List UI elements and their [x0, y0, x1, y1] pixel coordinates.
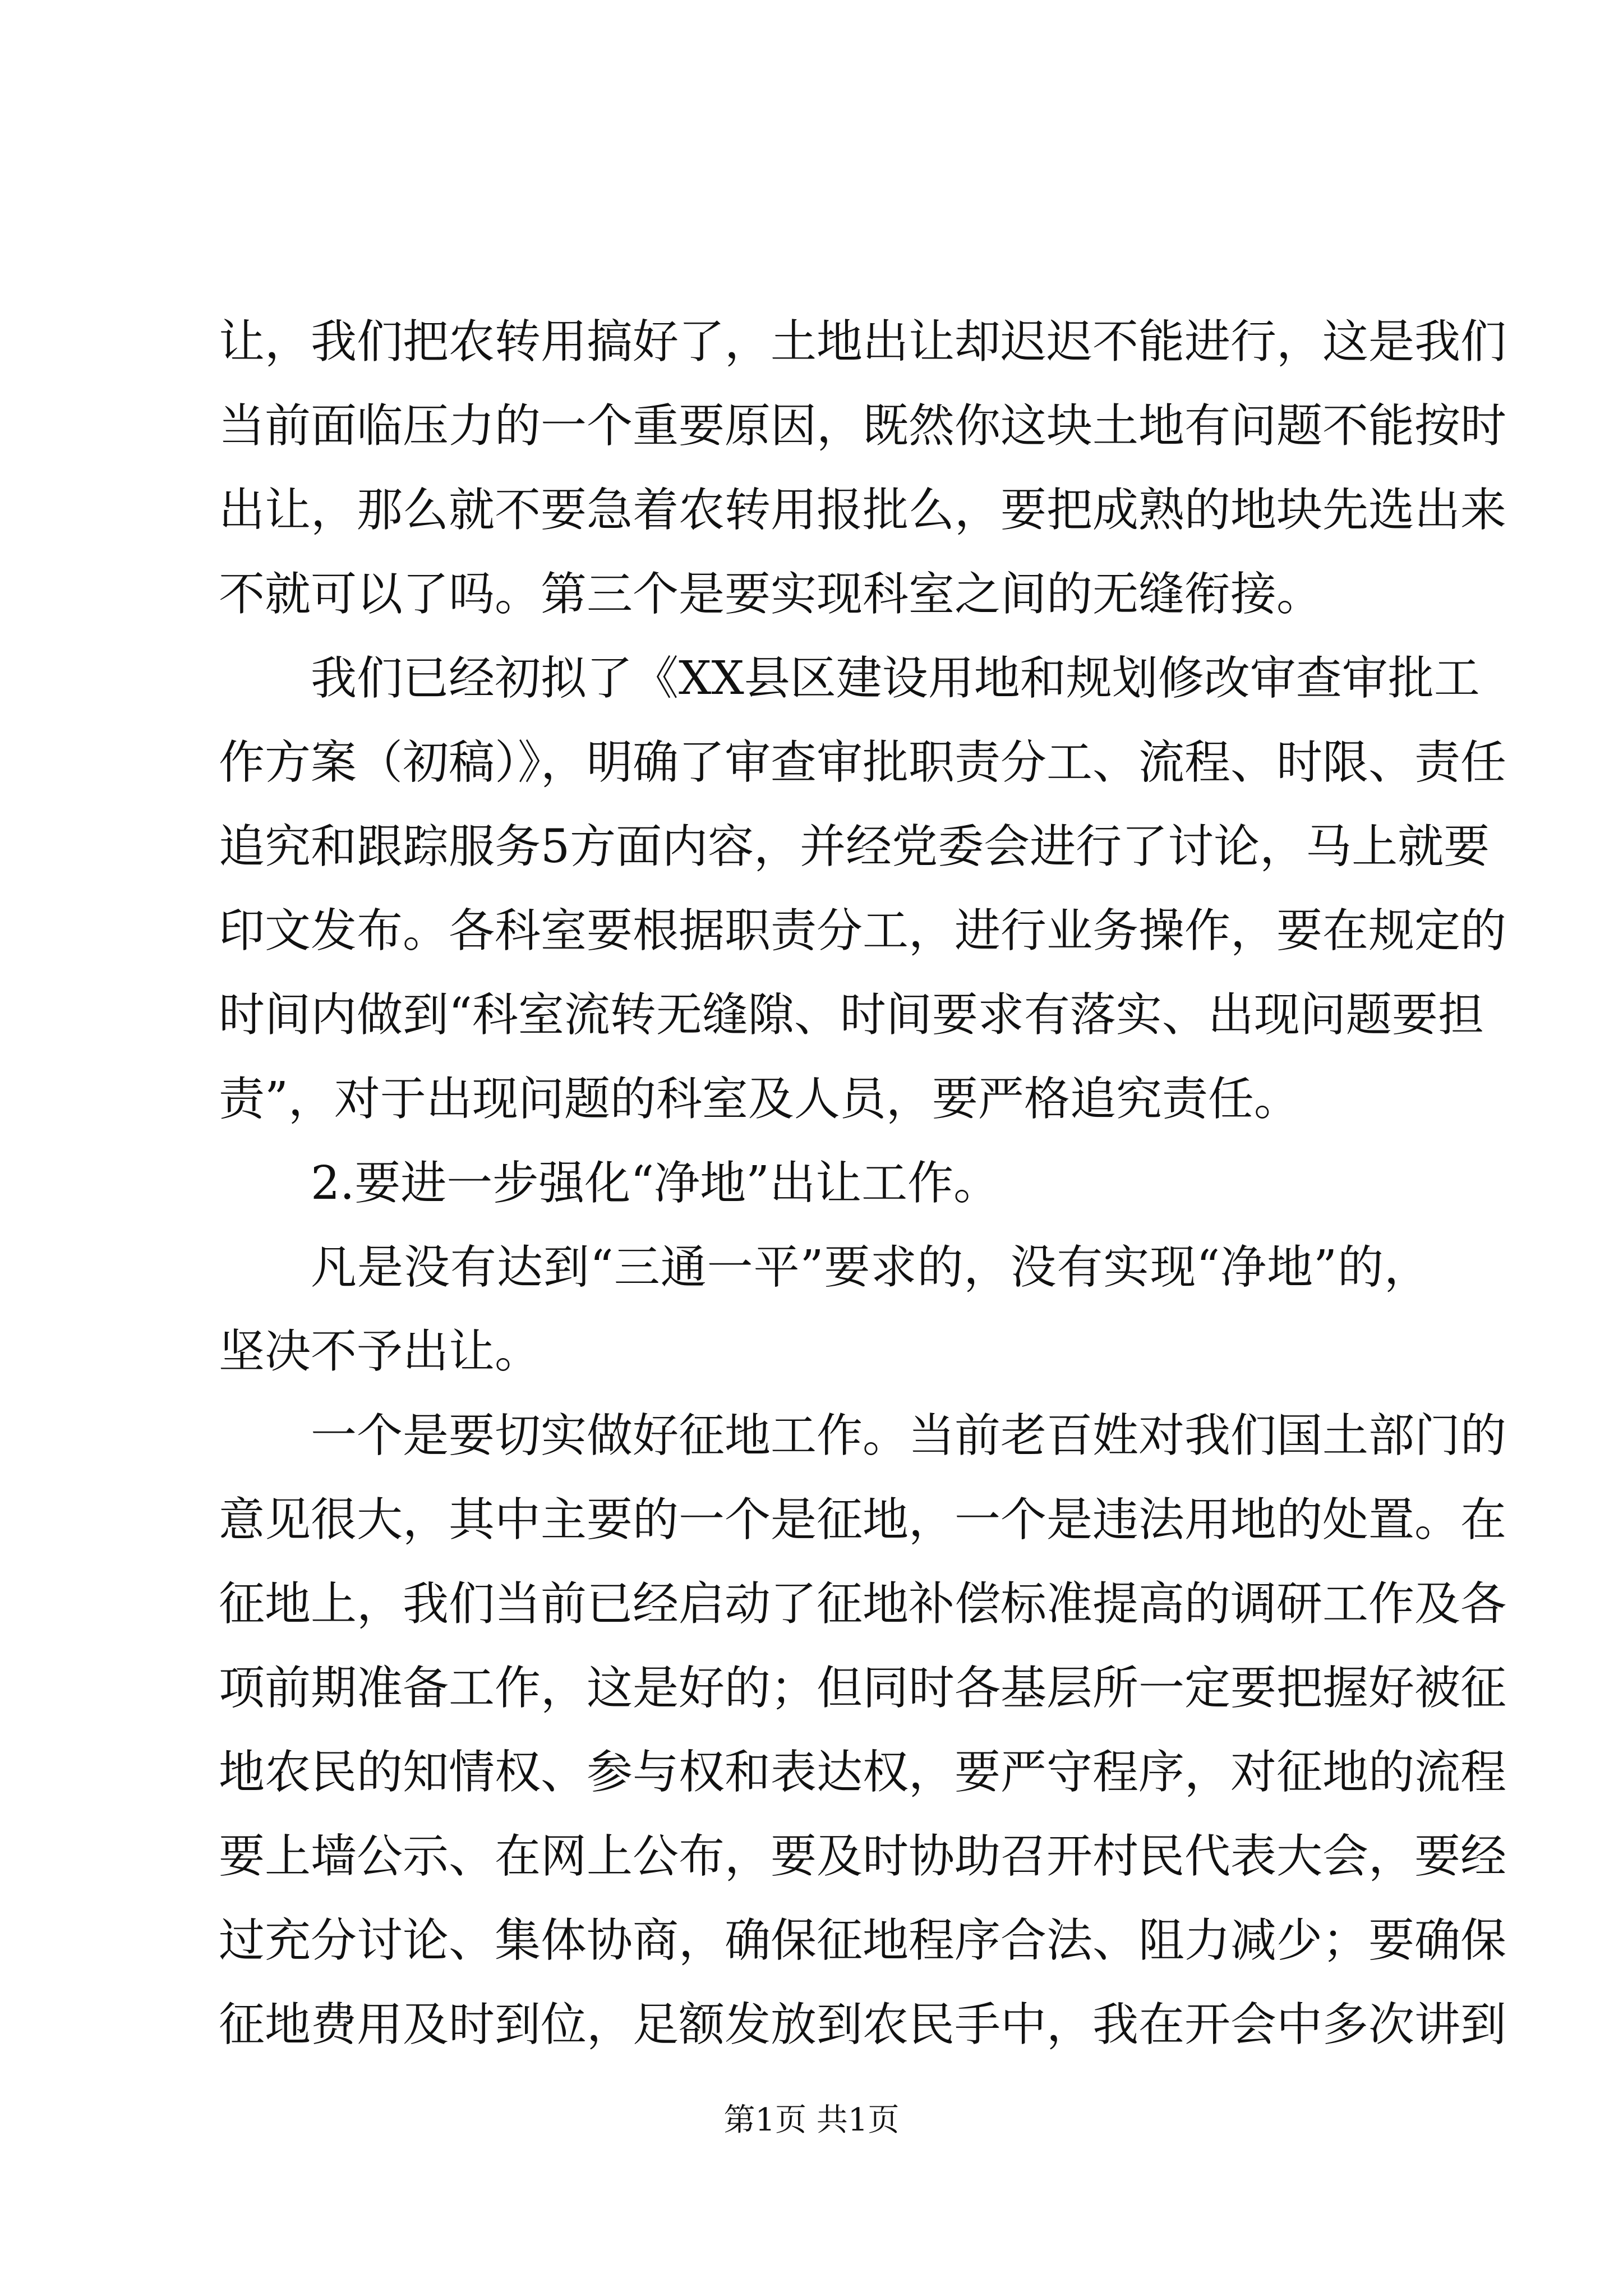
text-line: 凡是没有达到“三通一平”要求的，没有实现“净地”的，: [311, 1241, 1430, 1294]
text-line: 要上墙公示、在网上公布，要及时协助召开村民代表大会，要经: [219, 1830, 1507, 1883]
document-body: [219, 300, 1507, 2067]
text-line: 意见很大，其中主要的一个是征地，一个是违法用地的处置。在: [219, 1493, 1507, 1547]
text-line: 让，我们把农转用搞好了，土地出让却迟迟不能进行，这是我们: [219, 315, 1507, 369]
text-line: 征地上，我们当前已经启动了征地补偿标准提高的调研工作及各: [219, 1577, 1507, 1631]
text-line: 出让，那么就不要急着农转用报批么，要把成熟的地块先选出来: [219, 484, 1507, 537]
text-line: 当前面临压力的一个重要原因，既然你这块土地有问题不能按时: [219, 399, 1507, 453]
text-line: 作方案（初稿）》，明确了审查审批职责分工、流程、时限、责任: [219, 736, 1507, 789]
text-line: 不就可以了吗。第三个是要实现科室之间的无缝衔接。: [219, 568, 1323, 621]
text-line: 2.要进一步强化“净地”出让工作。: [311, 1157, 1000, 1210]
text-line: 我们已经初拟了《XX县区建设用地和规划修改审查审批工: [311, 652, 1480, 705]
text-line: 一个是要切实做好征地工作。当前老百姓对我们国土部门的: [311, 1409, 1507, 1462]
text-line: 征地费用及时到位，足额发放到农民手中，我在开会中多次讲到: [219, 1998, 1507, 2051]
text-line: 过充分讨论、集体协商，确保征地程序合法、阻力减少；要确保: [219, 1914, 1507, 1967]
text-line: 追究和跟踪服务5方面内容，并经党委会进行了讨论，马上就要: [219, 820, 1490, 873]
page-footer: 第1页 共1页: [723, 2102, 900, 2138]
text-line: 地农民的知情权、参与权和表达权，要严守程序，对征地的流程: [219, 1746, 1507, 1799]
text-line: 坚决不予出让。: [219, 1325, 541, 1378]
text-line: 印文发布。各科室要根据职责分工，进行业务操作，要在规定的: [219, 904, 1507, 958]
text-line: 时间内做到“科室流转无缝隙、时间要求有落实、出现问题要担: [219, 988, 1484, 1042]
text-line: 责”，对于出现问题的科室及人员，要严格追究责任。: [219, 1073, 1300, 1126]
text-line: 项前期准备工作，这是好的；但同时各基层所一定要把握好被征: [219, 1662, 1507, 1715]
